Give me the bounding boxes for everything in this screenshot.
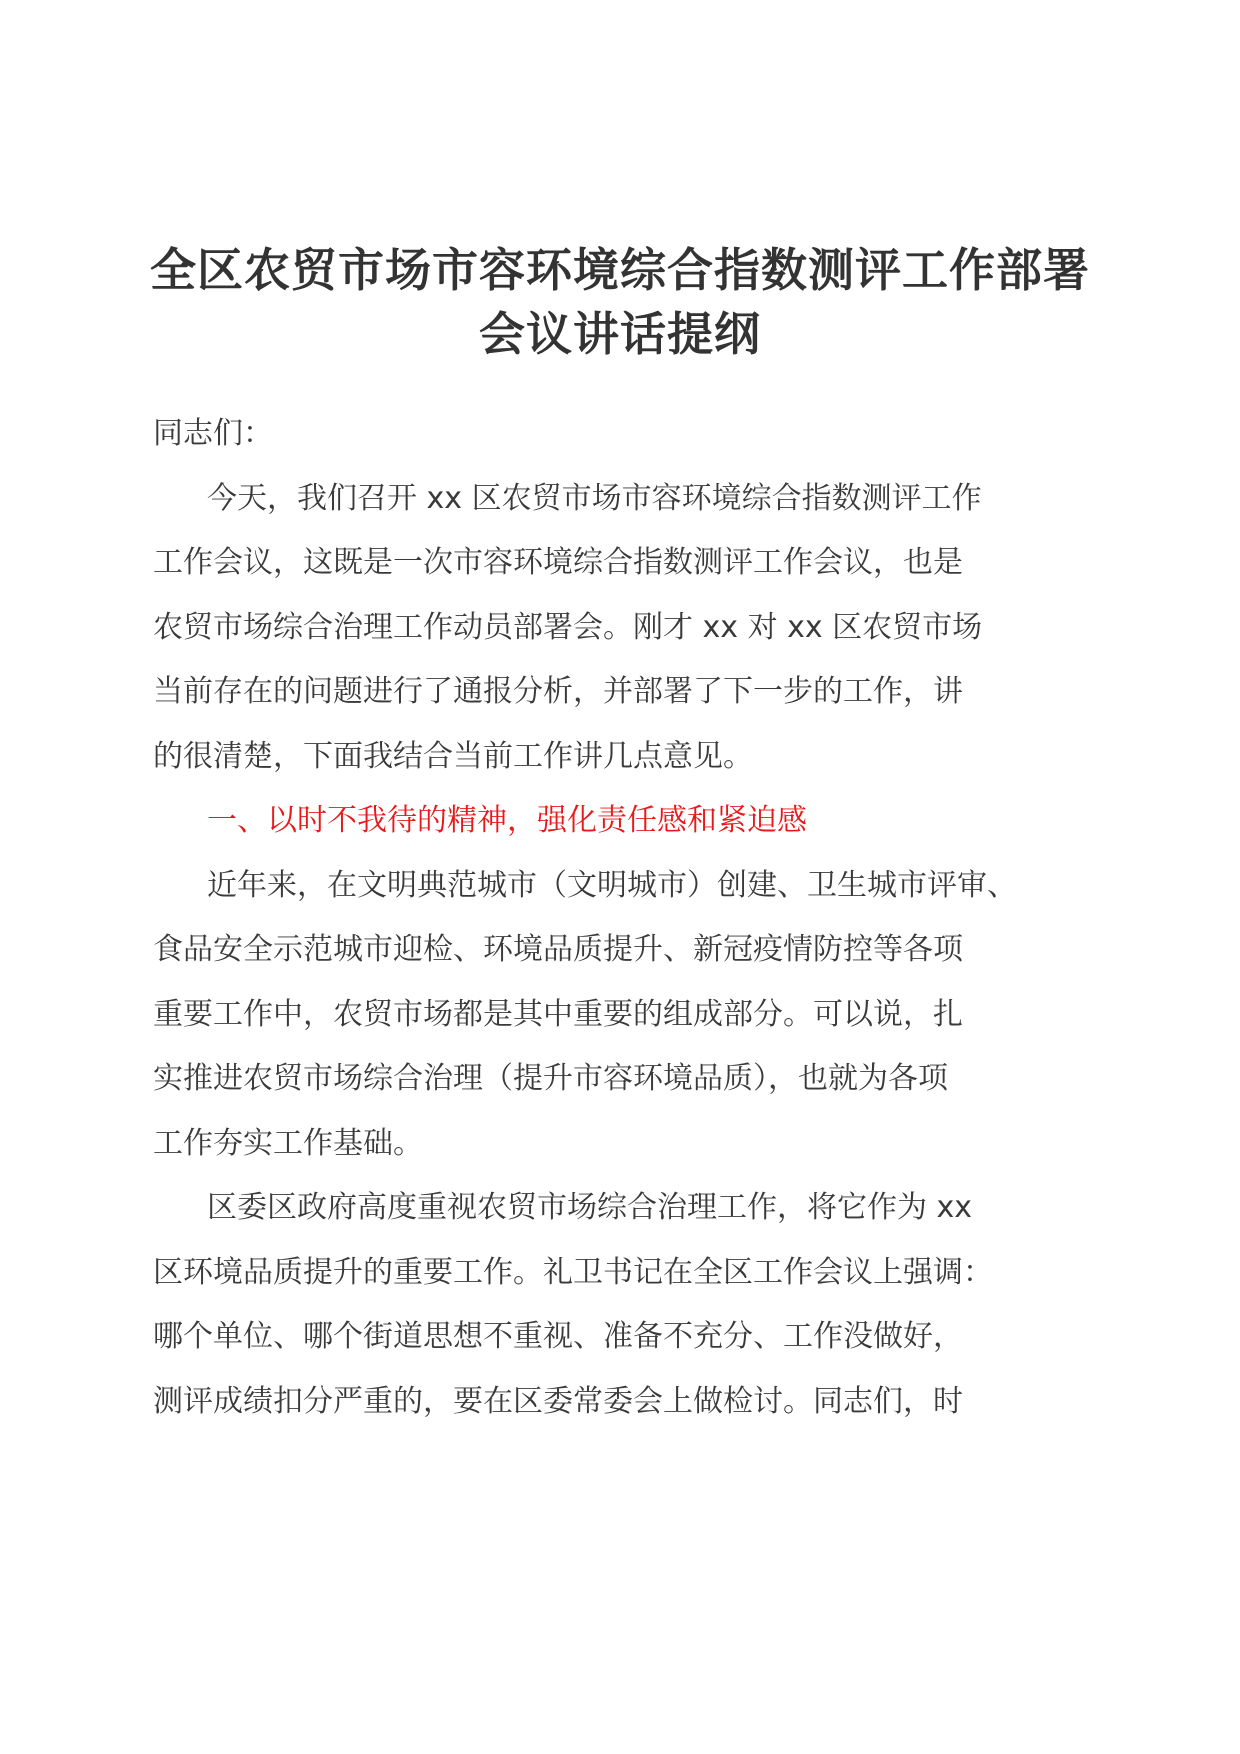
- section-heading-1: 一、以时不我待的精神，强化责任感和紧迫感: [207, 803, 807, 838]
- paragraph-3-line: 测评成绩扣分严重的，要在区委常委会上做检讨。同志们，时: [153, 1383, 963, 1419]
- paragraph-2-line: 工作夯实工作基础。: [153, 1125, 423, 1161]
- paragraph-3-line: 区环境品质提升的重要工作。礼卫书记在全区工作会议上强调：: [153, 1254, 993, 1290]
- paragraph-1-line: 农贸市场综合治理工作动员部署会。刚才 xx 对 xx 区农贸市场: [153, 609, 983, 645]
- paragraph-2-line: 重要工作中，农贸市场都是其中重要的组成部分。可以说，扎: [153, 996, 963, 1032]
- paragraph-3-line: 区委区政府高度重视农贸市场综合治理工作，将它作为 xx: [207, 1190, 973, 1225]
- paragraph-1-line: 工作会议，这既是一次市容环境综合指数测评工作会议，也是: [153, 545, 963, 580]
- salutation: 同志们：: [153, 416, 273, 451]
- paragraph-1: [153, 467, 1093, 790]
- paragraph-2: [153, 854, 1093, 1177]
- document-body: [153, 402, 1093, 1434]
- title-line-2: 会议讲话提纲: [479, 307, 761, 361]
- title-line-1: 全区农贸市场市容环境综合指数测评工作部署: [150, 243, 1090, 297]
- paragraph-1-line: 当前存在的问题进行了通报分析，并部署了下一步的工作，讲: [153, 674, 963, 709]
- paragraph-2-line: 食品安全示范城市迎检、环境品质提升、新冠疫情防控等各项: [153, 932, 963, 967]
- paragraph-2-line: 近年来，在文明典范城市（文明城市）创建、卫生城市评审、: [207, 867, 1017, 903]
- paragraph-3: [153, 1176, 1093, 1434]
- paragraph-1-line: 的很清楚，下面我结合当前工作讲几点意见。: [153, 738, 753, 774]
- document-title: [140, 238, 1100, 366]
- paragraph-3-line: 哪个单位、哪个街道思想不重视、准备不充分、工作没做好，: [153, 1319, 963, 1354]
- paragraph-1-line: 今天，我们召开 xx 区农贸市场市容环境综合指数测评工作: [207, 480, 982, 516]
- paragraph-2-line: 实推进农贸市场综合治理（提升市容环境品质），也就为各项: [153, 1061, 948, 1096]
